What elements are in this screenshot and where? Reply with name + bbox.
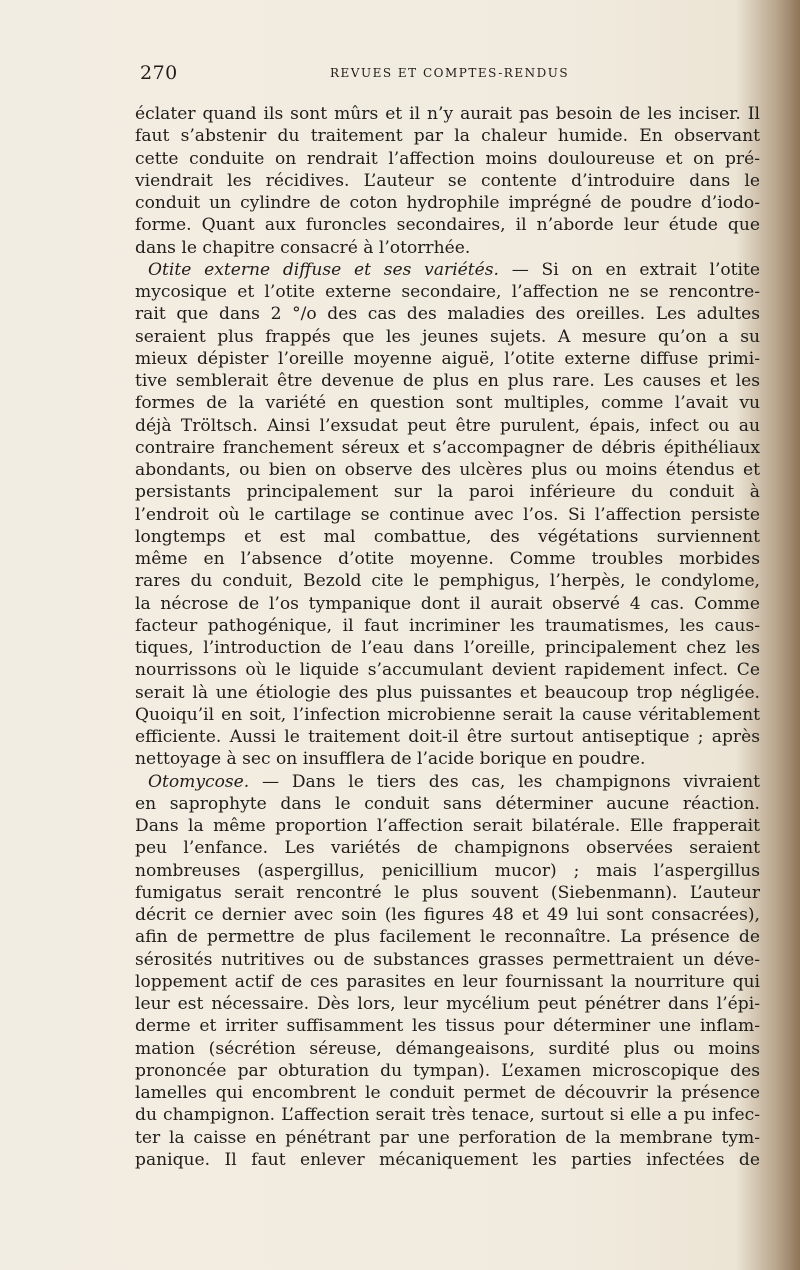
text-line: loppement actif de ces parasites en leur fournissant la nourriture qui (135, 971, 760, 992)
text-line: leur est nécessaire. Dès lors, leur mycélium peut pénétrer dans l’épi- (135, 994, 760, 1014)
text-line: faut s’abstenir du traitement par la chaleur humide. En observant (135, 126, 760, 147)
text-line: afin de permettre de plus facilement le reconnaître. La présence de (135, 927, 760, 948)
text-line: contraire franchement séreux et s’accompagner de débris épithéliaux (135, 437, 760, 458)
text-line: déjà Tröltsch. Ainsi l’exsudat peut être purulent, épais, infect ou au (135, 415, 760, 436)
section-heading: Otomycose. (148, 771, 250, 792)
text-line: décrit ce dernier avec soin (les figures 48 et 49 lui sont consacrées), (135, 905, 760, 925)
text-line: derme et irriter suffisamment les tissus pour déterminer une inflam- (135, 1016, 760, 1037)
text-line: ter la caisse en pénétrant par une perforation de la membrane tym- (135, 1127, 760, 1148)
text-line: mieux dépister l’oreille moyenne aiguë, l’otite externe diffuse primi- (135, 348, 760, 369)
text-line: du champignon. L’affection serait très tenace, surtout si elle a pu infec- (135, 1105, 760, 1126)
text-line: prononcée par obturation du tympan). L’examen microscopique des (135, 1060, 760, 1081)
text-line: même en l’absence d’otite moyenne. Comme troubles morbides (135, 549, 760, 569)
page-header (140, 62, 760, 86)
text-line: Dans la même proportion l’affection serait bilatérale. Elle frapperait (135, 816, 760, 836)
text-line: longtemps et est mal combattue, des végétations surviennent (135, 526, 760, 547)
section-heading-line: Otomycose. — Dans le tiers des cas, les champignons vivraient (148, 771, 760, 792)
text-line: rait que dans 2 °/o des cas des maladies des oreilles. Les adultes (135, 304, 760, 325)
text-line: tiques, l’introduction de l’eau dans l’oreille, principalement chez les (135, 638, 760, 658)
text-line: viendrait les récidives. L’auteur se contente d’introduire dans le (135, 170, 760, 191)
text-line: serait là une étiologie des plus puissantes et beaucoup trop négligée. (135, 682, 760, 703)
text-line: formes de la variété en question sont multiples, comme l’avait vu (135, 393, 760, 414)
text-line: en saprophyte dans le conduit sans déterminer aucune réaction. (135, 793, 760, 814)
body-text (135, 103, 760, 1171)
text-line: facteur pathogénique, il faut incriminer les traumatismes, les caus- (135, 615, 760, 636)
text-line: forme. Quant aux furoncles secondaires, il n’aborde leur étude que (135, 215, 760, 236)
text-line: sérosités nutritives ou de substances grasses permettraient un déve- (135, 949, 760, 970)
text-line: la nécrose de l’os tympanique dont il aurait observé 4 cas. Comme (135, 593, 760, 614)
text-line: tive semblerait être devenue de plus en plus rare. Les causes et les (135, 371, 760, 391)
text-line: peu l’enfance. Les variétés de champignons observées seraient (135, 838, 760, 859)
running-head: REVUES ET COMPTES-RENDUS (330, 66, 570, 80)
page-number: 270 (140, 62, 178, 84)
text-line: abondants, ou bien on observe des ulcères plus ou moins étendus et (135, 460, 760, 480)
text-line: persistants principalement sur la paroi inférieure du conduit à (135, 482, 760, 503)
section-heading: Otite externe diffuse et ses variétés. (148, 259, 499, 280)
text-line: conduit un cylindre de coton hydrophile imprégné de poudre d’iodo- (135, 193, 760, 213)
text-line: éclater quand ils sont mûrs et il n’y aurait pas besoin de les inciser. Il (135, 104, 760, 124)
text-line: fumigatus serait rencontré le plus souvent (Siebenmann). L’auteur (135, 882, 760, 903)
text-line: Quoiqu’il en soit, l’infection microbienne serait la cause véritablement (135, 704, 760, 725)
text-line: dans le chapitre consacré à l’otorrhée. (135, 237, 471, 258)
text-line: nombreuses (aspergillus, penicillium mucor) ; mais l’aspergillus (135, 860, 760, 881)
text-line: rares du conduit, Bezold cite le pemphigus, l’herpès, le condylome, (135, 571, 760, 592)
text-line: nettoyage à sec on insufflera de l’acide borique en poudre. (135, 749, 646, 770)
text-line: seraient plus frappés que les jeunes sujets. A mesure qu’on a su (135, 326, 760, 347)
text-line: efficiente. Aussi le traitement doit-il être surtout antiseptique ; après (135, 727, 760, 747)
text-line: panique. Il faut enlever mécaniquement les parties infectées de (135, 1149, 760, 1170)
text-line: l’endroit où le cartilage se continue avec l’os. Si l’affection persiste (135, 504, 760, 525)
text-line: lamelles qui encombrent le conduit permet de découvrir la présence (135, 1083, 760, 1103)
section-heading-line: Otite externe diffuse et ses variétés. — Si on en extrait l’otite (148, 259, 760, 280)
text-line: nourrissons où le liquide s’accumulant devient rapidement infect. Ce (135, 660, 760, 681)
text-line: cette conduite on rendrait l’affection moins douloureuse et on pré- (135, 148, 760, 169)
text-line: mation (sécrétion séreuse, démangeaisons, surdité plus ou moins (135, 1038, 760, 1059)
text-line: mycosique et l’otite externe secondaire, l’affection ne se rencontre- (135, 282, 760, 302)
